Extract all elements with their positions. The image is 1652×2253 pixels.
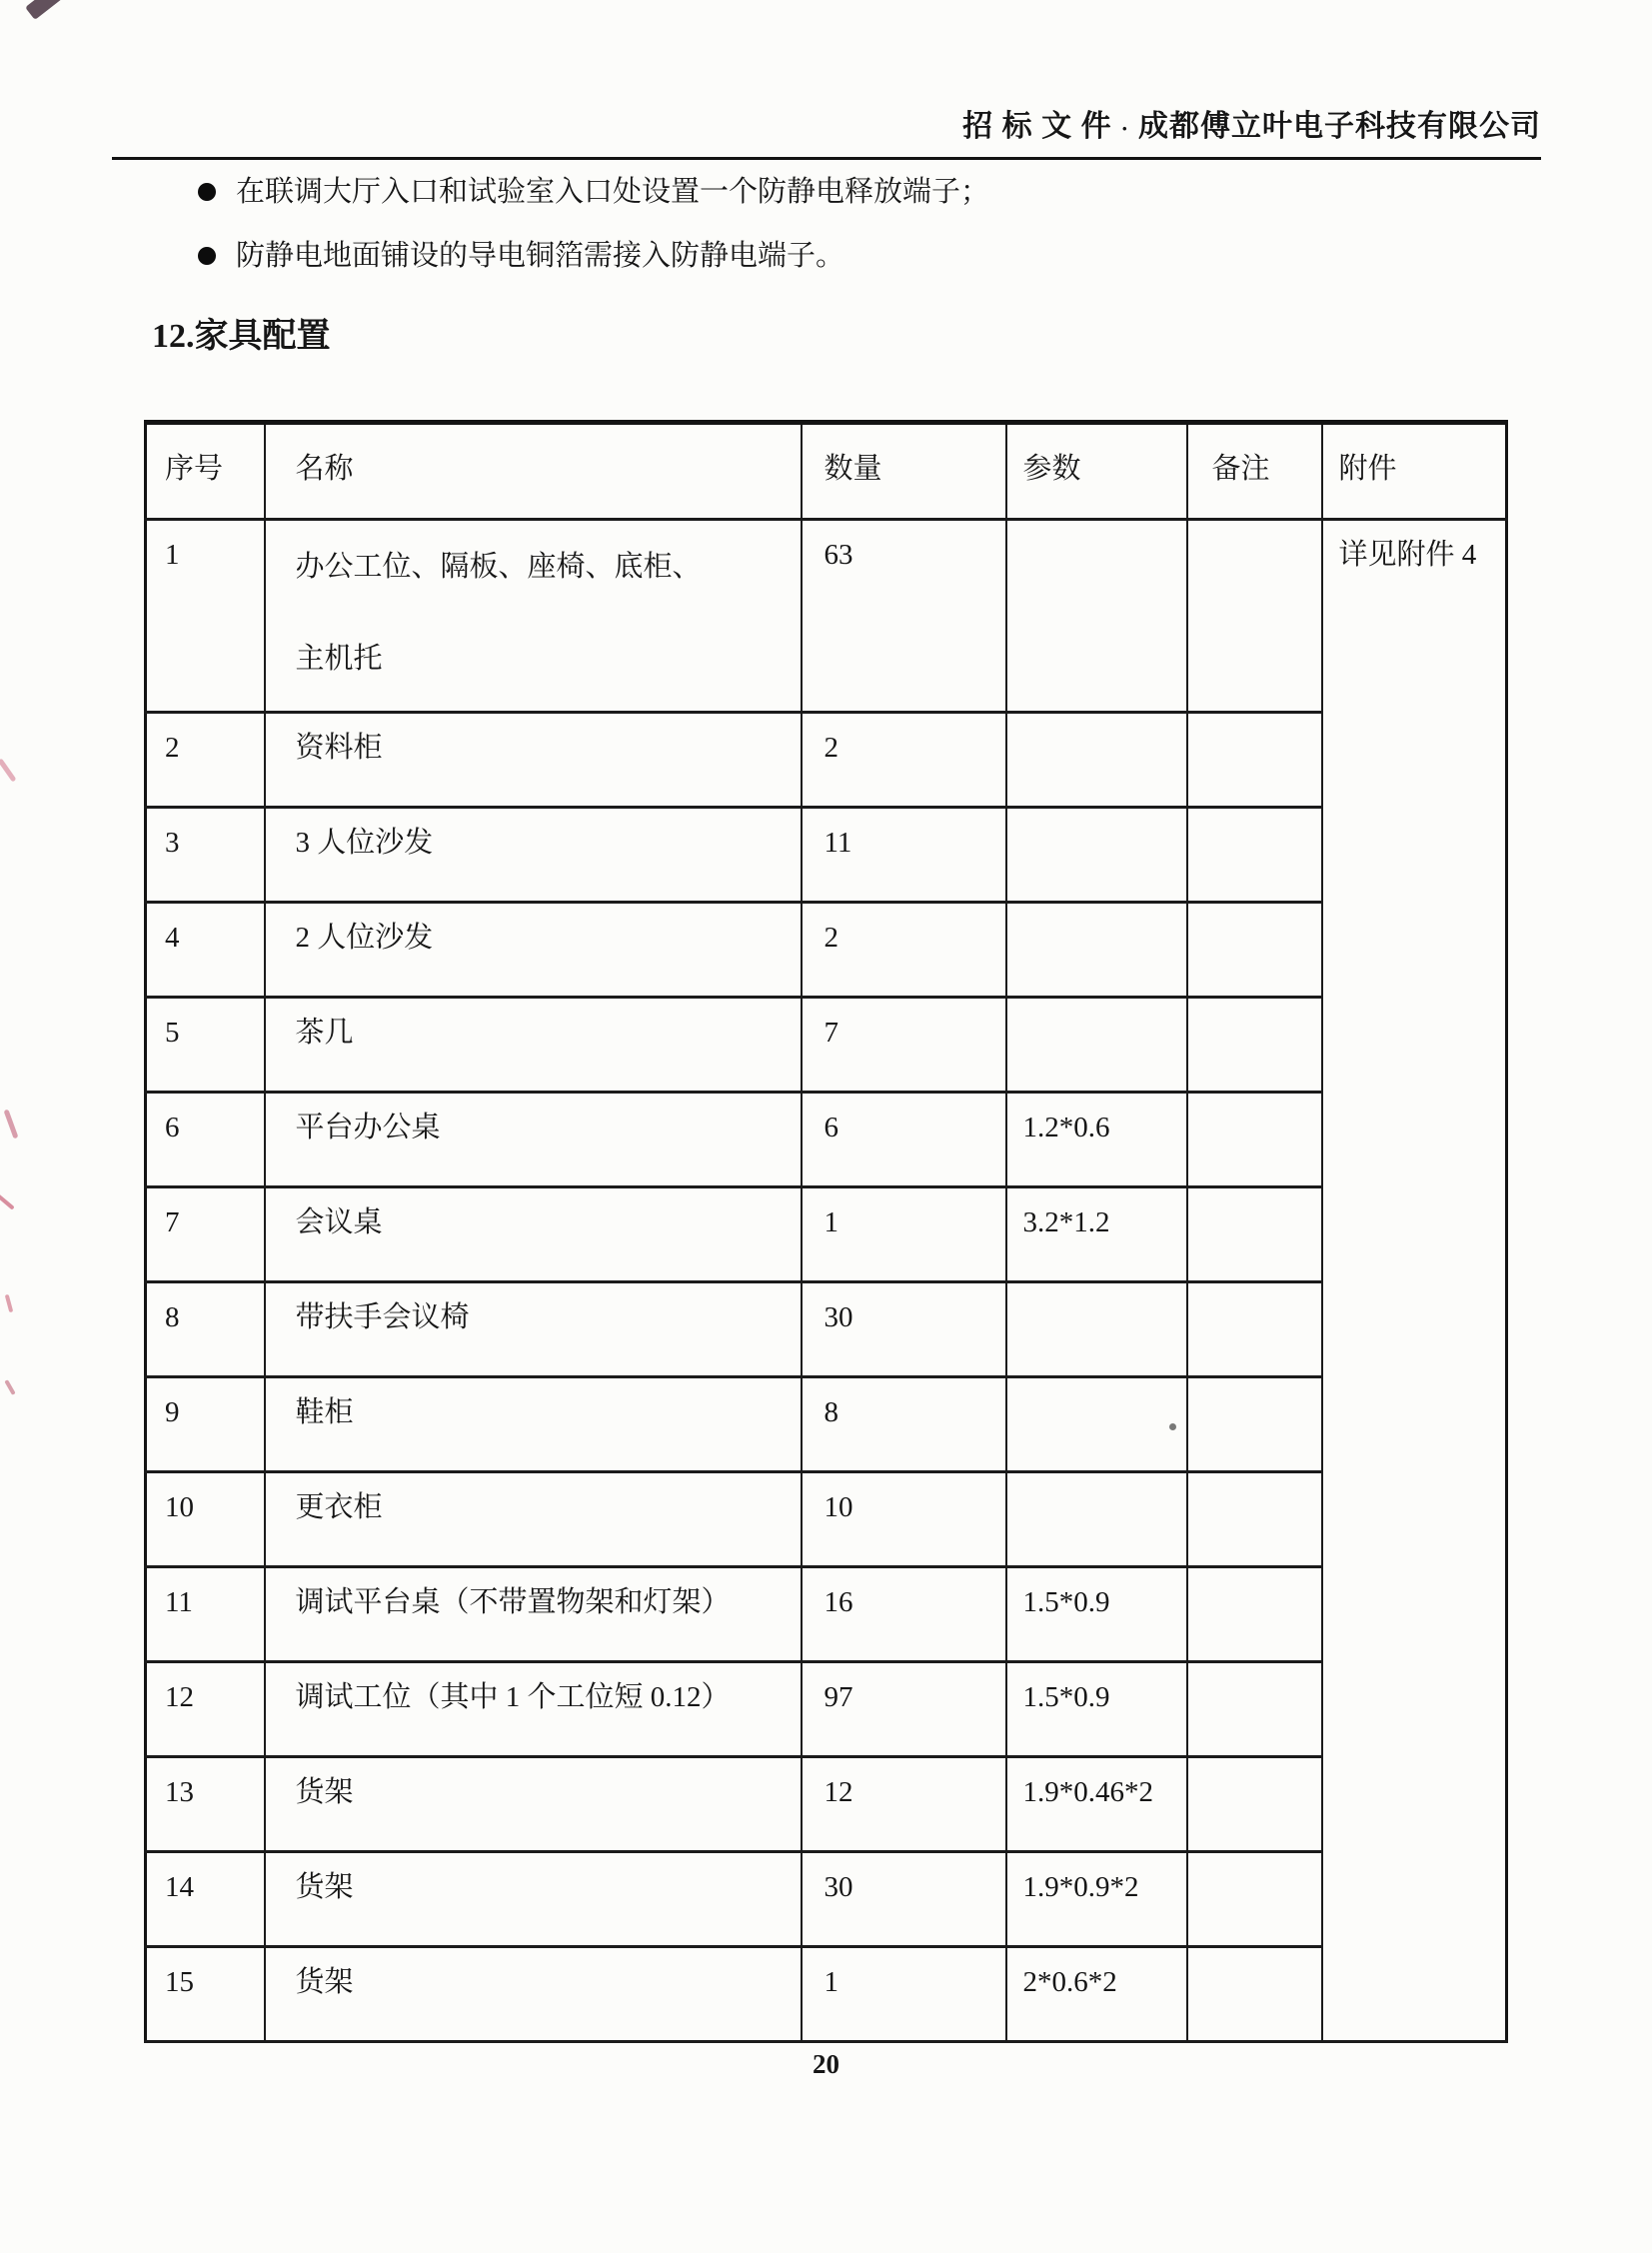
cell-remark — [1187, 1662, 1322, 1757]
bullet-icon — [198, 183, 216, 201]
cell-remark — [1187, 808, 1322, 903]
header-doc-type: 招 标 文 件 — [962, 110, 1112, 143]
cell-remark — [1187, 1472, 1322, 1567]
cell-index: 8 — [146, 1282, 265, 1377]
cell-index: 14 — [146, 1852, 265, 1947]
bullet-item — [198, 236, 989, 276]
cell-remark — [1187, 520, 1322, 713]
cell-parameter: 1.9*0.9*2 — [1006, 1852, 1187, 1947]
cell-remark — [1187, 903, 1322, 998]
cell-parameter — [1006, 903, 1187, 998]
cell-quantity: 63 — [802, 520, 1006, 713]
cell-quantity: 2 — [802, 903, 1006, 998]
cell-index: 3 — [146, 808, 265, 903]
table-row — [146, 1093, 1507, 1187]
cell-quantity: 8 — [802, 1377, 1006, 1472]
cell-remark — [1187, 1947, 1322, 2042]
table-row — [146, 1567, 1507, 1662]
furniture-table — [144, 420, 1508, 2043]
cell-name: 货架 — [265, 1947, 802, 2042]
col-header-quantity: 数量 — [802, 423, 1006, 520]
col-header-parameter: 参数 — [1006, 423, 1187, 520]
table-row — [146, 1187, 1507, 1282]
cell-attachment-note: 详见附件 4 — [1322, 520, 1507, 2042]
cell-name: 货架 — [265, 1852, 802, 1947]
cell-quantity: 16 — [802, 1567, 1006, 1662]
scan-artifact — [5, 1294, 14, 1312]
cell-remark — [1187, 713, 1322, 808]
cell-remark — [1187, 1282, 1322, 1377]
cell-parameter: 1.9*0.46*2 — [1006, 1757, 1187, 1852]
cell-quantity: 7 — [802, 998, 1006, 1093]
col-header-remark: 备注 — [1187, 423, 1322, 520]
page-number: 20 — [813, 2049, 839, 2079]
cell-name: 鞋柜 — [265, 1377, 802, 1472]
cell-quantity: 30 — [802, 1852, 1006, 1947]
bullet-list — [198, 172, 989, 300]
cell-quantity: 30 — [802, 1282, 1006, 1377]
cell-quantity: 10 — [802, 1472, 1006, 1567]
cell-index: 12 — [146, 1662, 265, 1757]
cell-remark — [1187, 1377, 1322, 1472]
col-header-index: 序号 — [146, 423, 265, 520]
cell-name: 调试平台桌（不带置物架和灯架） — [265, 1567, 802, 1662]
section-title: 12.家具配置 — [152, 318, 331, 355]
table-row — [146, 1472, 1507, 1567]
table-row — [146, 1757, 1507, 1852]
cell-parameter — [1006, 998, 1187, 1093]
cell-quantity: 6 — [802, 1093, 1006, 1187]
table-row — [146, 1947, 1507, 2042]
header-company: 成都傅立叶电子科技有限公司 — [1138, 110, 1541, 143]
scan-artifact — [4, 1110, 19, 1139]
cell-parameter: 1.5*0.9 — [1006, 1662, 1187, 1757]
cell-name: 茶几 — [265, 998, 802, 1093]
cell-name: 货架 — [265, 1757, 802, 1852]
cell-parameter — [1006, 1472, 1187, 1567]
header-divider — [112, 157, 1541, 160]
cell-name: 平台办公桌 — [265, 1093, 802, 1187]
cell-name: 调试工位（其中 1 个工位短 0.12） — [265, 1662, 802, 1757]
cell-parameter — [1006, 1377, 1187, 1472]
cell-name: 更衣柜 — [265, 1472, 802, 1567]
cell-index: 6 — [146, 1093, 265, 1187]
cell-remark — [1187, 1093, 1322, 1187]
cell-remark — [1187, 1567, 1322, 1662]
cell-parameter — [1006, 520, 1187, 713]
cell-index: 2 — [146, 713, 265, 808]
table-row — [146, 1377, 1507, 1472]
cell-quantity: 11 — [802, 808, 1006, 903]
cell-parameter: 2*0.6*2 — [1006, 1947, 1187, 2042]
table-row — [146, 713, 1507, 808]
cell-index: 5 — [146, 998, 265, 1093]
bullet-icon — [198, 247, 216, 265]
cell-quantity: 2 — [802, 713, 1006, 808]
cell-parameter — [1006, 1282, 1187, 1377]
scan-artifact — [0, 1192, 15, 1209]
table-row — [146, 1662, 1507, 1757]
header-separator: · — [1120, 116, 1129, 141]
scan-artifact — [4, 1379, 15, 1395]
cell-index: 9 — [146, 1377, 265, 1472]
cell-parameter: 3.2*1.2 — [1006, 1187, 1187, 1282]
table-row — [146, 1852, 1507, 1947]
cell-remark — [1187, 1852, 1322, 1947]
cell-remark — [1187, 1187, 1322, 1282]
cell-index: 7 — [146, 1187, 265, 1282]
table-header-row — [146, 423, 1507, 520]
table-row — [146, 903, 1507, 998]
cell-parameter: 1.2*0.6 — [1006, 1093, 1187, 1187]
col-header-name: 名称 — [265, 423, 802, 520]
cell-parameter — [1006, 808, 1187, 903]
cell-name: 3 人位沙发 — [265, 808, 802, 903]
running-header — [962, 101, 1541, 145]
table-row — [146, 808, 1507, 903]
cell-quantity: 12 — [802, 1757, 1006, 1852]
scan-artifact — [0, 758, 17, 782]
cell-index: 13 — [146, 1757, 265, 1852]
cell-index: 1 — [146, 520, 265, 713]
cell-index: 11 — [146, 1567, 265, 1662]
cell-name: 办公工位、隔板、座椅、底柜、主机托 — [265, 520, 802, 713]
cell-parameter — [1006, 713, 1187, 808]
table-row — [146, 1282, 1507, 1377]
bullet-item — [198, 172, 989, 212]
col-header-attachment: 附件 — [1322, 423, 1507, 520]
cell-index: 4 — [146, 903, 265, 998]
cell-index: 15 — [146, 1947, 265, 2042]
table-row — [146, 520, 1507, 713]
cell-name: 资料柜 — [265, 713, 802, 808]
bullet-text: 在联调大厅入口和试验室入口处设置一个防静电释放端子； — [236, 176, 990, 208]
cell-quantity: 1 — [802, 1947, 1006, 2042]
cell-name: 带扶手会议椅 — [265, 1282, 802, 1377]
cell-remark — [1187, 998, 1322, 1093]
cell-name: 2 人位沙发 — [265, 903, 802, 998]
table-row — [146, 998, 1507, 1093]
bullet-text: 防静电地面铺设的导电铜箔需接入防静电端子。 — [236, 240, 845, 272]
cell-parameter: 1.5*0.9 — [1006, 1567, 1187, 1662]
scan-artifact — [25, 0, 65, 20]
cell-quantity: 1 — [802, 1187, 1006, 1282]
cell-quantity: 97 — [802, 1662, 1006, 1757]
cell-index: 10 — [146, 1472, 265, 1567]
cell-name: 会议桌 — [265, 1187, 802, 1282]
cell-remark — [1187, 1757, 1322, 1852]
